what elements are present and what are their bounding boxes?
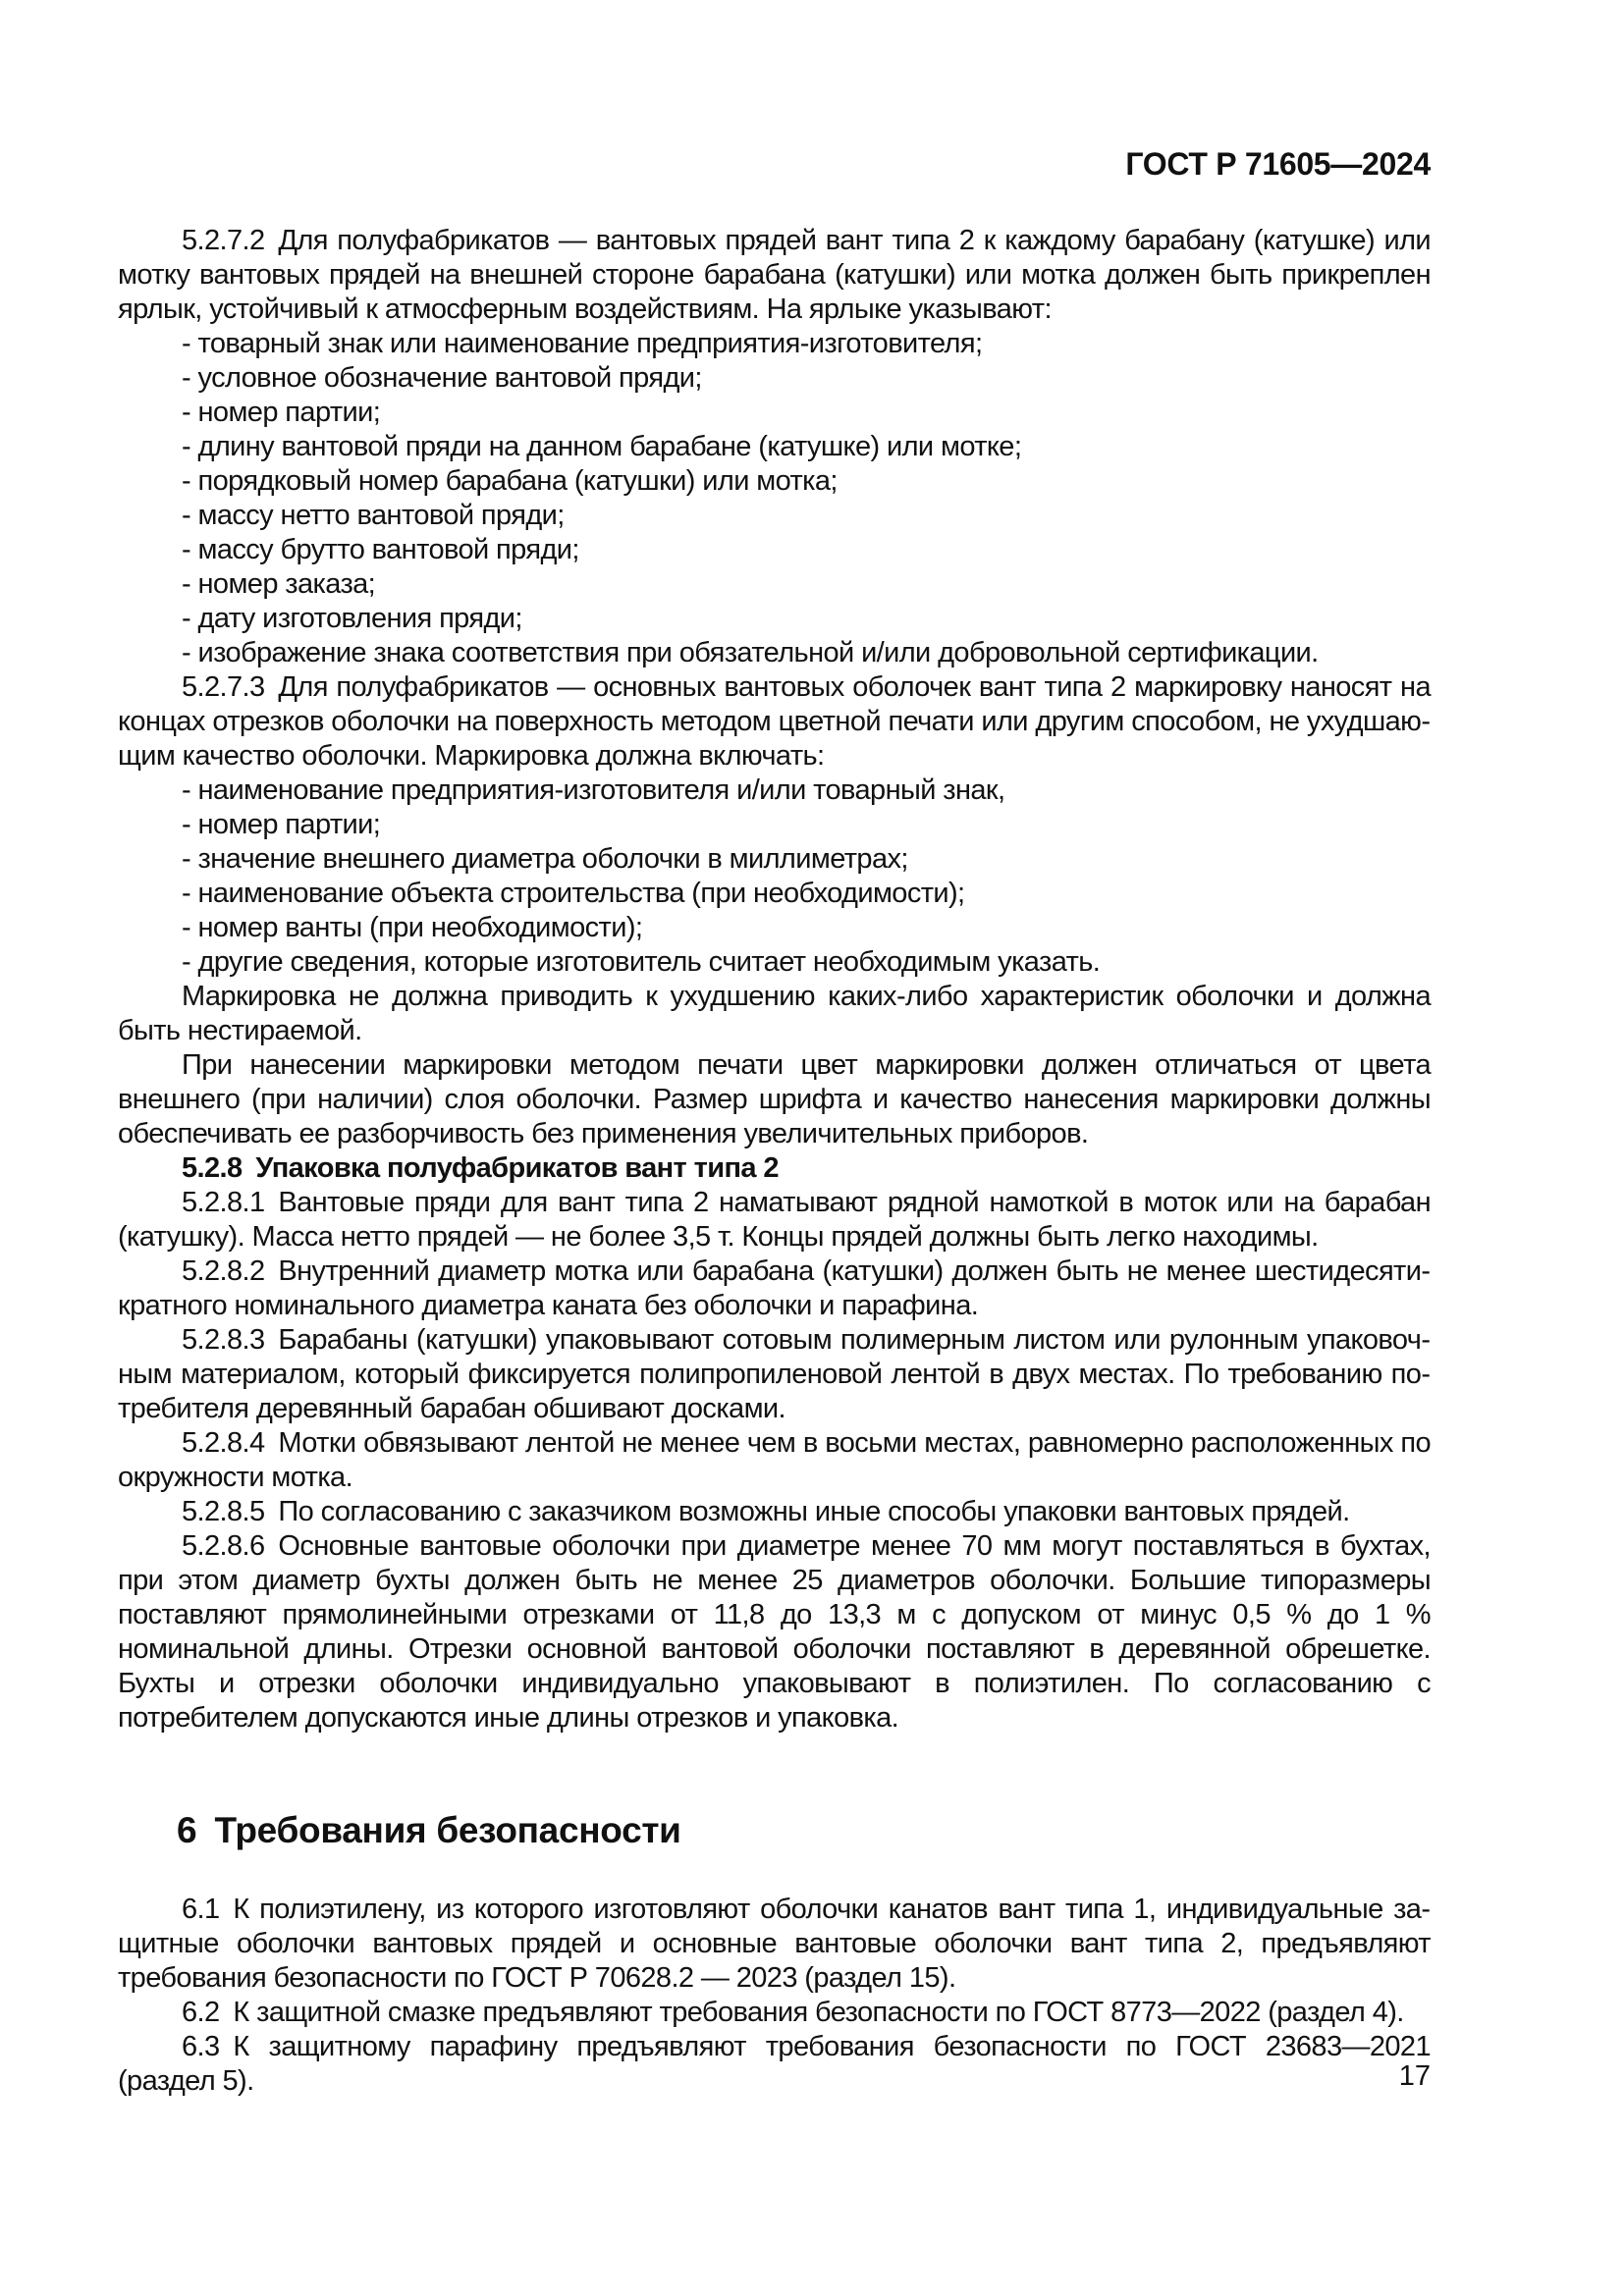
paragraph: 5.2.8.4 Мотки обвязывают лентой не менее чем в восьми местах, равномерно расположенных по окружности мотка. — [118, 1427, 1431, 1493]
paragraph: 5.2.8.3 Барабаны (катушки) упаковывают сотовым полимерным листом или рулонным упаковочным материалом, который фиксируется полипропиленовой лентой в двух местах. По требованию потребителя деревянный барабан обшивают досками. — [118, 1324, 1431, 1424]
paragraph: 6.2 К защитной смазке предъявляют требования безопасности по ГОСТ 8773—2022 (раздел 4). — [182, 1997, 1404, 2028]
list-item: - наименование предприятия-изготовителя и/или товарный знак, — [182, 774, 1005, 806]
list-item: - условное обозначение вантовой пряди; — [182, 362, 702, 394]
list-item: - номер ванты (при необходимости); — [182, 912, 643, 943]
list-item: - наименование объекта строительства (при необходимости); — [182, 878, 965, 909]
list-item: - товарный знак или наименование предприятия-изготовителя; — [182, 328, 983, 359]
paragraph: При нанесении маркировки методом печати цвет маркировки должен отличаться от цвета внешнего (при наличии) слоя оболочки. Размер шрифта и качество нанесения маркировки должны обеспечивать ее разборчивость без применения увеличительных приборов. — [118, 1049, 1431, 1149]
standard-number-header: ГОСТ Р 71605—2024 — [1125, 146, 1431, 182]
paragraph: 5.2.8.5 По согласованию с заказчиком возможны иные способы упаковки вантовых прядей. — [182, 1496, 1350, 1527]
list-item: - массу нетто вантовой пряди; — [182, 500, 565, 531]
paragraph: 5.2.8.6 Основные вантовые оболочки при диаметре менее 70 мм могут поставляться в бухтах, при этом диаметр бухты должен быть не менее 25 диаметров оболочки. Большие типоразмеры поставляют прямолинейными отрезками от 11,8 до 13,3 м с допуском от минус 0,5 % до 1 % номинальной длины. Отрезки основной вантовой оболочки поставляют в деревянной обрешетке. Бухты и отрезки оболочки индивидуально упаковывают в полиэтилен. По согласованию с потребителем допускаются иные длины отрезков и упаковка. — [118, 1530, 1431, 1734]
paragraph: 5.2.8.1 Вантовые пряди для вант типа 2 наматывают рядной намоткой в моток или на барабан (катушку). Масса нетто прядей — не более 3,5 т. Концы прядей должны быть легко находимы. — [118, 1187, 1431, 1253]
subsection-heading: 5.2.8 Упаковка полуфабрикатов вант типа 2 — [182, 1152, 779, 1184]
paragraph: Маркировка не должна приводить к ухудшению каких-либо характеристик оболочки и должна быть нестираемой. — [118, 981, 1431, 1046]
paragraph: 6.1 К полиэтилену, из которого изготовляют оболочки канатов вант типа 1, индивидуальные защитные оболочки вантовых прядей и основные вантовые оболочки вант типа 2, предъявляют требования безопасности по ГОСТ Р 70628.2 — 2023 (раздел 15). — [118, 1894, 1431, 1994]
list-item: - изображение знака соответствия при обязательной и/или добровольной сертификации. — [182, 637, 1319, 668]
list-item: - значение внешнего диаметра оболочки в миллиметрах; — [182, 843, 908, 875]
section-heading: 6 Требования безопасности — [177, 1810, 681, 1850]
list-item: - номер партии; — [182, 397, 381, 428]
paragraph: 5.2.7.2 Для полуфабрикатов — вантовых прядей вант типа 2 к каждому барабану (катушке) или мотку вантовых прядей на внешней стороне барабана (катушки) или мотка должен быть прикреплен ярлык, устойчивый к атмосферным воздействиям. На ярлыке указывают: — [118, 225, 1431, 325]
page-number: 17 — [1398, 2060, 1431, 2092]
list-item: - длину вантовой пряди на данном барабане (катушке) или мотке; — [182, 431, 1022, 462]
list-item: - номер заказа; — [182, 568, 376, 600]
list-item: - массу брутто вантовой пряди; — [182, 534, 579, 565]
paragraph: 5.2.8.2 Внутренний диаметр мотка или барабана (катушки) должен быть не менее шестидесятикратного номинального диаметра каната без оболочки и парафина. — [118, 1255, 1431, 1321]
paragraph: 6.3 К защитному парафину предъявляют требования безопасности по ГОСТ 23683—2021 (раздел 5). — [118, 2031, 1431, 2097]
list-item: - порядковый номер барабана (катушки) или мотка; — [182, 465, 838, 497]
document-content — [118, 224, 1431, 2099]
list-item: - номер партии; — [182, 809, 381, 840]
paragraph: 5.2.7.3 Для полуфабрикатов — основных вантовых оболочек вант типа 2 маркировку наносят на концах отрезков оболочки на поверхность методом цветной печати или другим способом, не ухудшающим качество оболочки. Маркировка должна включать: — [118, 671, 1431, 772]
list-item: - дату изготовления пряди; — [182, 603, 522, 634]
list-item: - другие сведения, которые изготовитель считает необходимым указать. — [182, 946, 1101, 978]
